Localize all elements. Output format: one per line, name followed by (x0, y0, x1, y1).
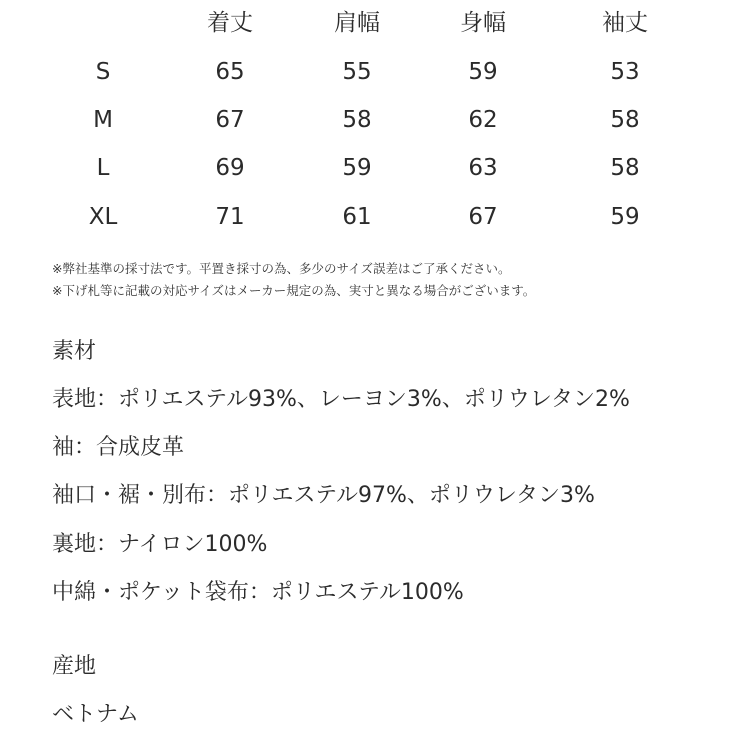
sleeve-value: 58 (610, 107, 640, 133)
length-value: 71 (215, 204, 245, 230)
length-value: 67 (215, 107, 245, 133)
length-value: 69 (215, 155, 245, 181)
note-line: ※弊社基準の採寸法です。平置き採寸の為、多少のサイズ誤差はご了承ください。 (52, 261, 511, 276)
column-header-chest: 身幅 (460, 10, 506, 36)
shoulder-value: 59 (342, 155, 372, 181)
material-line-padding: 中綿・ポケット袋布：ポリエステル100% (52, 580, 464, 605)
chest-value: 62 (468, 107, 498, 133)
sleeve-value: 53 (610, 59, 640, 85)
material-line-lining: 裏地：ナイロン100% (52, 532, 268, 557)
material-line-sleeve: 袖：合成皮革 (52, 435, 185, 460)
chest-value: 59 (468, 59, 498, 85)
size-label: M (93, 107, 113, 133)
size-table-row (0, 52, 740, 92)
sleeve-value: 58 (610, 155, 640, 181)
note-line: ※下げ札等に記載の対応サイズはメーカー規定の為、実寸と異なる場合がございます。 (52, 283, 536, 298)
column-header-sleeve: 袖丈 (602, 10, 648, 36)
size-table-row (0, 100, 740, 140)
material-line-cuffs: 袖口・裾・別布：ポリエステル97%、ポリウレタン3% (52, 483, 595, 508)
sleeve-value: 59 (610, 204, 640, 230)
length-value: 65 (215, 59, 245, 85)
material-heading: 素材 (52, 339, 97, 364)
origin-heading: 産地 (52, 654, 97, 679)
material-line-outer: 表地：ポリエステル93%、レーヨン3%、ポリウレタン2% (52, 387, 630, 412)
column-header-length: 着丈 (207, 10, 253, 36)
origin-value: ベトナム (52, 702, 139, 727)
size-table-row (0, 148, 740, 188)
chest-value: 67 (468, 204, 498, 230)
size-label: S (95, 59, 111, 85)
shoulder-value: 58 (342, 107, 372, 133)
measurement-notes (52, 258, 535, 302)
shoulder-value: 61 (342, 204, 372, 230)
size-table-row (0, 197, 740, 237)
column-header-shoulder: 肩幅 (334, 10, 380, 36)
size-table-header-row (0, 3, 740, 43)
chest-value: 63 (468, 155, 498, 181)
shoulder-value: 55 (342, 59, 372, 85)
size-label: L (96, 155, 110, 181)
size-label: XL (88, 204, 118, 230)
